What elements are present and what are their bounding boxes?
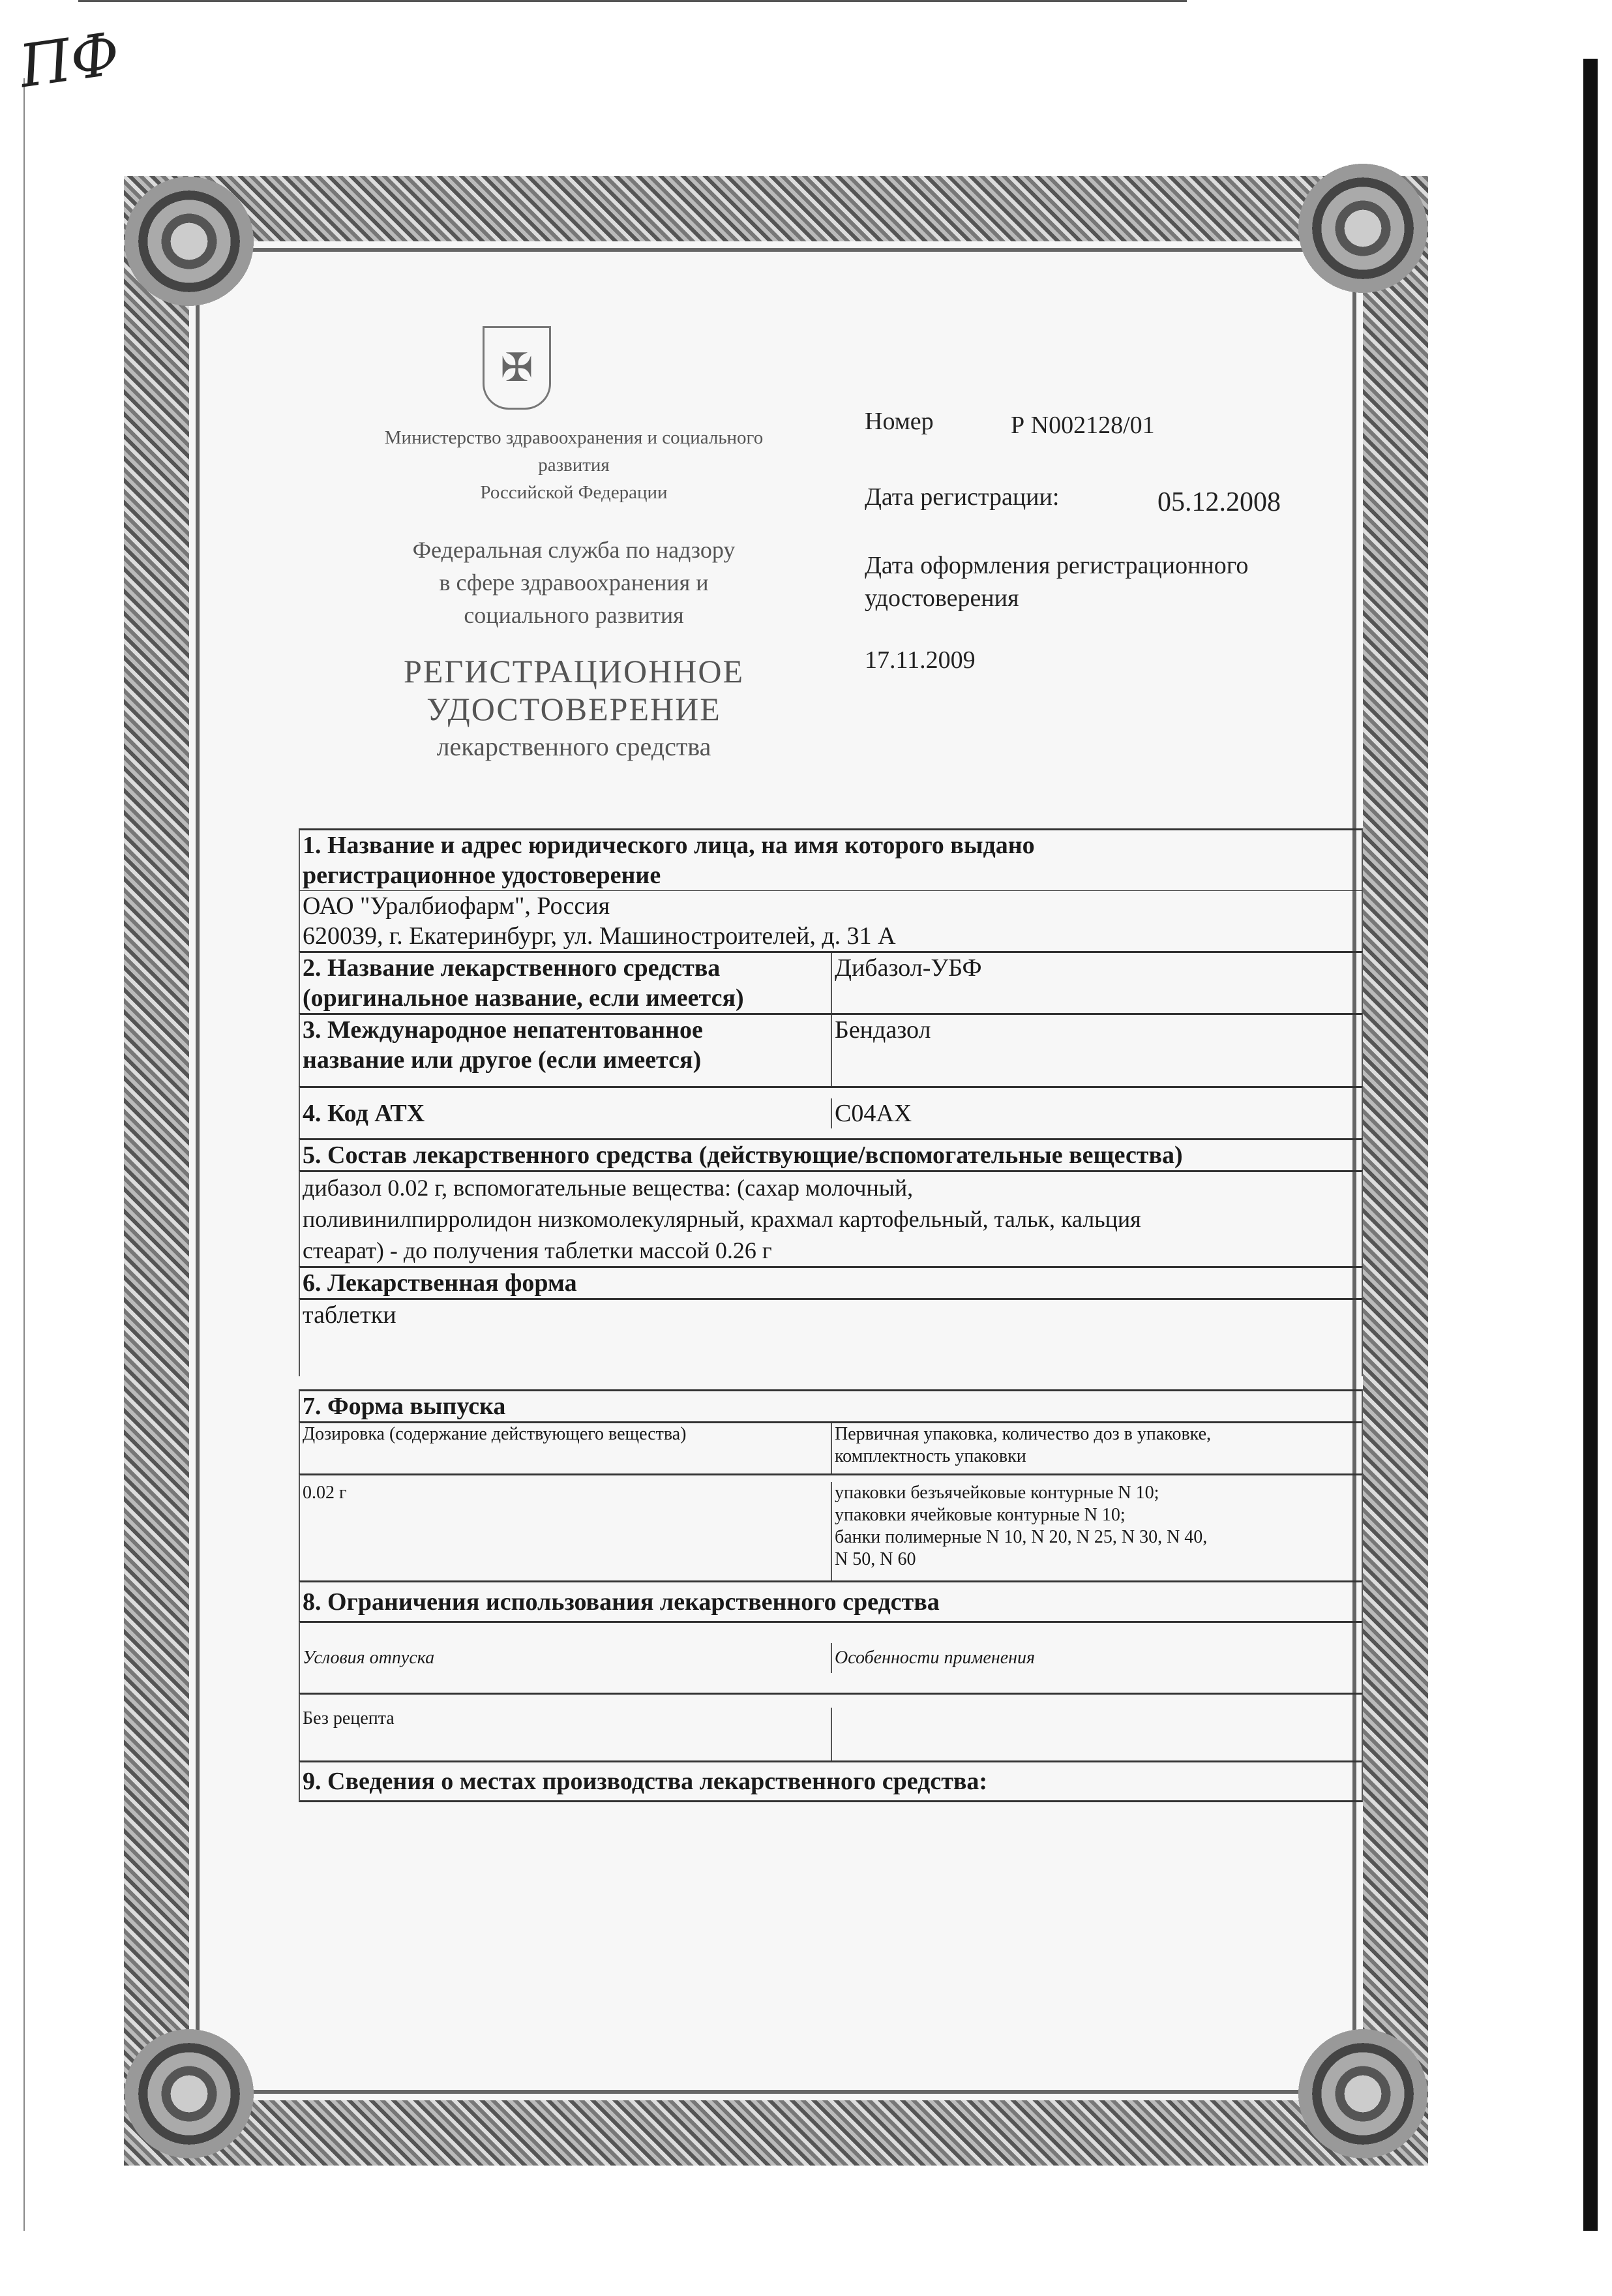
section-8: [299, 1580, 1363, 1621]
column-header: Дозировка (содержание действующего вещества): [300, 1423, 832, 1473]
reg-date-label: Дата регистрации:: [865, 483, 1060, 511]
section-7: [299, 1389, 1363, 1421]
package-line: банки полимерные N 10, N 20, N 25, N 30, N 40,: [835, 1527, 1208, 1547]
issue-date-label-line: Дата оформления регистрационного: [865, 552, 1249, 579]
document-subtitle: лекарственного средства: [436, 732, 711, 761]
scan-edge-bar: [1583, 59, 1598, 2231]
issue-date-label: [865, 549, 1248, 614]
service-line: Федеральная служба по надзору: [412, 537, 736, 563]
section-title: 3. Международное непатентованное: [303, 1016, 703, 1044]
package-line: упаковки ячейковые контурные N 10;: [835, 1505, 1126, 1525]
section-8-header: [299, 1621, 1363, 1693]
section-title: 6. Лекарственная форма: [303, 1269, 577, 1297]
issue-date-value: 17.11.2009: [865, 646, 976, 674]
package-line: упаковки безъячейковые контурные N 10;: [835, 1483, 1159, 1503]
service-line: в сфере здравоохранения и: [439, 569, 709, 596]
section-2: [299, 951, 1363, 1013]
section-6-value: [299, 1298, 1363, 1376]
coat-of-arms-emblem: ✠: [483, 326, 551, 410]
title-line: УДОСТОВЕРЕНИЕ: [426, 691, 721, 727]
frame-corner-ornament: [1298, 163, 1428, 294]
title-line: РЕГИСТРАЦИОННОЕ: [404, 653, 744, 689]
reg-date-value: 05.12.2008: [1157, 487, 1281, 517]
package-line: N 50, N 60: [835, 1549, 916, 1569]
section-6: [299, 1266, 1363, 1298]
atc-code: C04AX: [835, 1099, 912, 1127]
section-title: 9. Сведения о местах производства лекарственного средства:: [303, 1768, 988, 1795]
ministry-line: Министерство здравоохранения и социального: [384, 427, 764, 448]
document-title: [248, 652, 900, 728]
frame-corner-ornament: [124, 176, 254, 307]
section-title: название или другое (если имеется): [303, 1046, 702, 1074]
column-header: комплектность упаковки: [835, 1446, 1026, 1466]
section-title: 4. Код АТХ: [300, 1098, 832, 1128]
service-name: [248, 534, 900, 631]
section-title: 2. Название лекарственного средства: [303, 954, 721, 982]
column-header: Условия отпуска: [300, 1643, 832, 1673]
ministry-line: развития: [538, 455, 610, 476]
dosage-form: таблетки: [303, 1301, 396, 1329]
frame-corner-ornament: [1298, 2029, 1428, 2159]
section-5: [299, 1138, 1363, 1170]
frame-corner-ornament: [124, 2029, 254, 2159]
section-title: 7. Форма выпуска: [303, 1393, 506, 1420]
issue-date-label-line: удостоверения: [865, 584, 1019, 612]
scan-edge-line: [78, 0, 1187, 2]
section-7-value: [299, 1473, 1363, 1580]
dispensing-condition: Без рецепта: [300, 1708, 832, 1760]
number-value: Р N002128/01: [1011, 412, 1155, 439]
composition-line: поливинилпирролидон низкомолекулярный, крахмал картофельный, тальк, кальция: [303, 1206, 1141, 1232]
ministry-line: Российской Федерации: [480, 482, 668, 503]
company-name: ОАО "Уралбиофарм", Россия: [303, 892, 610, 920]
inn-name: Бендазол: [835, 1016, 931, 1044]
column-header: Особенности применения: [835, 1647, 1036, 1668]
composition-line: дибазол 0.02 г, вспомогательные вещества: (сахар молочный,: [303, 1175, 914, 1201]
dosage-value: 0.02 г: [300, 1482, 832, 1580]
section-4: [299, 1086, 1363, 1138]
drug-name: Дибазол-УБФ: [835, 954, 982, 982]
service-line: социального развития: [464, 602, 684, 628]
column-header: Первичная упаковка, количество доз в упаковке,: [835, 1424, 1211, 1444]
handwritten-mark: ПФ: [15, 19, 124, 102]
ministry-name: [248, 424, 900, 506]
scan-edge-line: [23, 78, 25, 2231]
section-9: [299, 1760, 1363, 1802]
section-1: [299, 828, 1363, 890]
section-7-header: [299, 1421, 1363, 1473]
section-3: [299, 1013, 1363, 1086]
section-8-value: [299, 1693, 1363, 1760]
section-title: 1. Название и адрес юридического лица, на имя которого выдано: [303, 832, 1035, 859]
section-title: 5. Состав лекарственного средства (действующие/вспомогательные вещества): [303, 1141, 1183, 1169]
number-label: Номер: [865, 408, 934, 435]
section-title: 8. Ограничения использования лекарственного средства: [303, 1588, 940, 1616]
certificate-table: [299, 828, 1363, 1802]
section-1-value: [299, 890, 1363, 951]
section-title: регистрационное удостоверение: [303, 862, 661, 889]
section-title: (оригинальное название, если имеется): [303, 984, 744, 1012]
company-address: 620039, г. Екатеринбург, ул. Машиностроителей, д. 31 А: [303, 922, 896, 950]
section-5-value: [299, 1170, 1363, 1266]
composition-line: стеарат) - до получения таблетки массой 0.26 г: [303, 1237, 772, 1263]
